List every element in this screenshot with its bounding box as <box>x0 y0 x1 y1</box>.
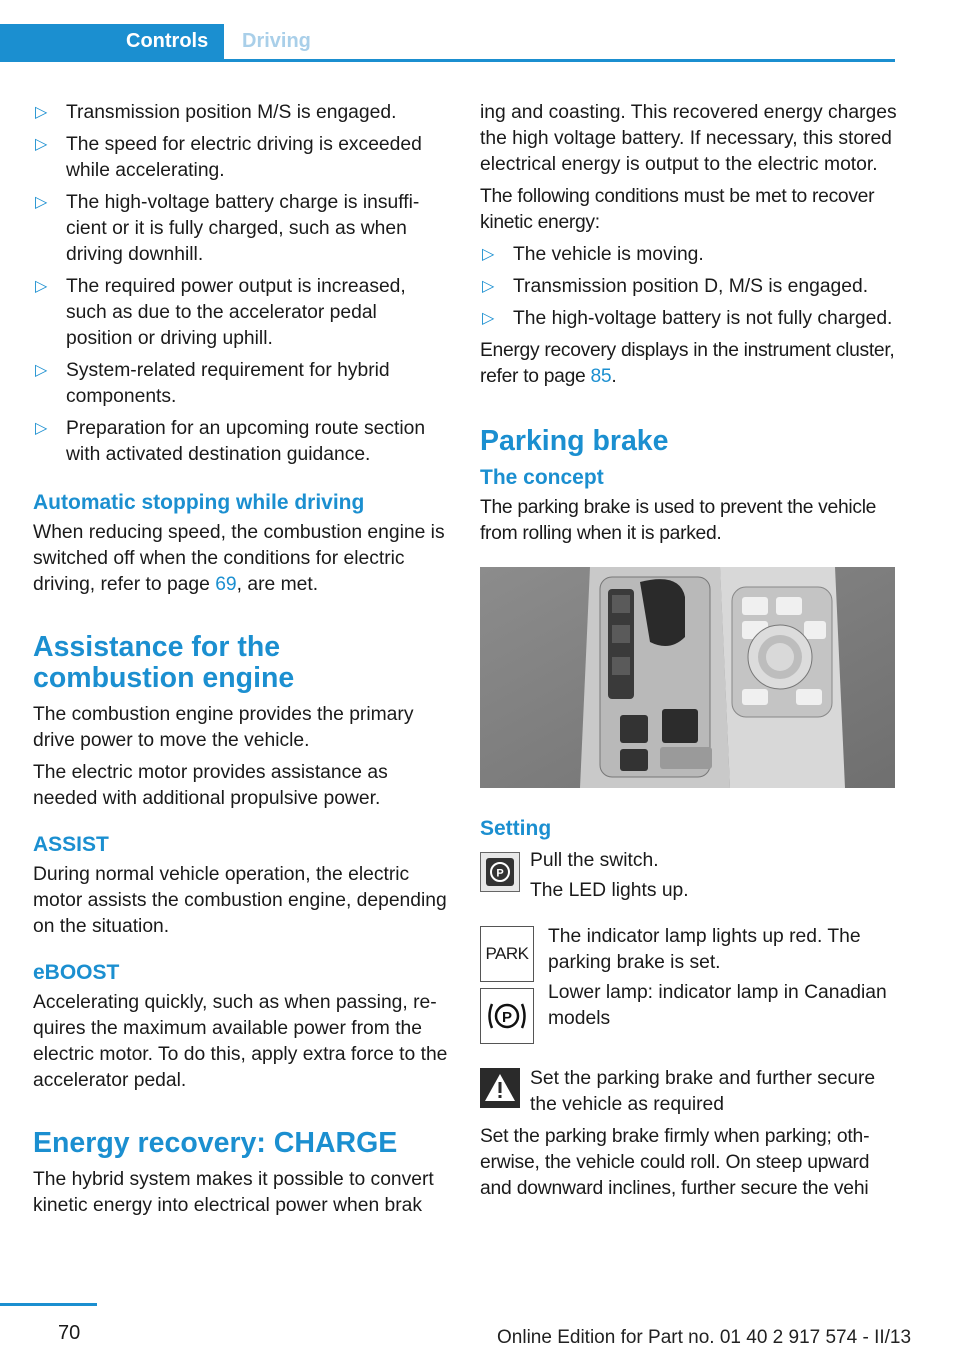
right-column <box>480 100 898 1208</box>
lower-lamp-text: Lower lamp: indicator lamp in Canadian models <box>548 982 887 1029</box>
assist-paragraph-1: The combustion engine provides the primary drive power to move the vehicle. <box>33 704 414 751</box>
bullet-triangle-icon: ▷ <box>35 362 48 379</box>
bullet-triangle-icon: ▷ <box>482 310 495 327</box>
page-number: 70 <box>58 1322 81 1344</box>
eboost-heading: eBOOST <box>33 961 120 984</box>
bullet-triangle-icon: ▷ <box>35 136 48 153</box>
list-item: ▷ Transmission position D, M/S is engaged. <box>480 274 898 300</box>
bullet-triangle-icon: ▷ <box>482 246 495 263</box>
center-console-photo <box>480 567 895 788</box>
list-item: ▷ Transmission position M/S is engaged. <box>33 100 448 126</box>
assist-subheading: ASSIST <box>33 833 109 856</box>
footer-rule <box>0 1303 97 1306</box>
parking-brake-indicator-icon <box>480 988 534 1044</box>
list-item: ▷ The required power output is increased, such as due to the accelerator pedal position or driving uphill. <box>35 276 406 349</box>
setting-heading: Setting <box>480 817 552 840</box>
assist-paragraph-2: The electric motor provides assistance as needed with additional propulsive power. <box>33 762 388 809</box>
concept-heading: The concept <box>480 466 604 489</box>
auto-stop-text: When reducing speed, the combustion engine is switched off when the conditions for electric driving, refer to page 69, are met. <box>33 522 445 595</box>
parking-brake-heading: Parking brake <box>480 425 669 457</box>
setting-line-1: Pull the switch. <box>530 850 659 871</box>
indicator-text: The indicator lamp lights up red. The parking brake is set. <box>548 926 861 973</box>
warning-triangle-icon <box>480 1068 520 1108</box>
warning-block <box>480 1066 898 1116</box>
list-item: ▷ The high-voltage battery charge is insufficient or it is fully charged, such as when driving downhill. <box>35 192 420 265</box>
warning-title: Set the parking brake and further secure the vehicle as required <box>530 1068 876 1115</box>
list-item: ▷ Preparation for an upcoming route section with activated destination guidance. <box>35 418 426 465</box>
edition-footer: Online Edition for Part no. 01 40 2 917 574 - II/13 <box>497 1327 912 1348</box>
setting-line-2: The LED lights up. <box>530 880 689 901</box>
bullet-triangle-icon: ▷ <box>35 194 48 211</box>
center-console-illustration <box>480 567 895 788</box>
bullet-triangle-icon: ▷ <box>35 420 48 437</box>
energy-recovery-continued: ing and coasting. This recovered energy charges the high voltage battery. If necessary, this stored electrical energy is output to the electric motor. <box>480 102 897 175</box>
page-header <box>0 0 895 62</box>
indicator-lamp-block <box>480 926 898 1050</box>
page-ref-link[interactable]: 69 <box>215 574 237 595</box>
energy-recovery-heading: Energy recovery: CHARGE <box>33 1127 398 1159</box>
warning-text: Set the parking brake firmly when parking; otherwise, the vehicle could roll. On steep upward and downward inclines, further secure the vehi <box>480 1126 870 1199</box>
auto-stop-heading: Automatic stopping while driving <box>33 491 365 514</box>
svg-text:P: P <box>496 867 504 880</box>
display-text: Energy recovery displays in the instrument cluster, refer to page 85. <box>480 340 895 387</box>
bullet-triangle-icon: ▷ <box>482 278 495 295</box>
list-item: ▷ The high-voltage battery is not fully charged. <box>480 306 898 332</box>
assist-sub-text: During normal vehicle operation, the electric motor assists the combustion engine, depending on the situation. <box>33 864 447 937</box>
list-item: ▷ System-related requirement for hybrid components. <box>35 360 390 407</box>
park-indicator-icon: PARK <box>480 926 534 982</box>
eboost-text: Accelerating quickly, such as when passing, requires the maximum available power from the electric motor. To do this, apply extra force to the accelerator pedal. <box>33 992 448 1091</box>
conditions-intro: The following conditions must be met to recover kinetic energy: <box>480 186 875 233</box>
page-ref-link[interactable]: 85 <box>590 366 612 387</box>
list-item: ▷ The speed for electric driving is exceeded while accelerating. <box>35 134 422 181</box>
header-rule <box>0 59 895 62</box>
bullet-triangle-icon: ▷ <box>35 278 48 295</box>
parking-brake-switch-icon <box>480 852 520 892</box>
tab-controls[interactable]: Controls <box>0 24 224 62</box>
tab-driving[interactable]: Driving <box>242 30 311 52</box>
energy-recovery-text: The hybrid system makes it possible to convert kinetic energy into electrical power when brak <box>33 1169 434 1216</box>
bullet-triangle-icon: ▷ <box>35 104 48 121</box>
assist-heading: Assistance for the combustion engine <box>33 631 295 694</box>
concept-text: The parking brake is used to prevent the vehicle from rolling when it is parked. <box>480 497 877 544</box>
setting-step <box>480 848 898 908</box>
svg-text:P: P <box>501 1009 513 1026</box>
left-column <box>33 100 448 1225</box>
list-item: ▷ The vehicle is moving. <box>480 242 898 268</box>
